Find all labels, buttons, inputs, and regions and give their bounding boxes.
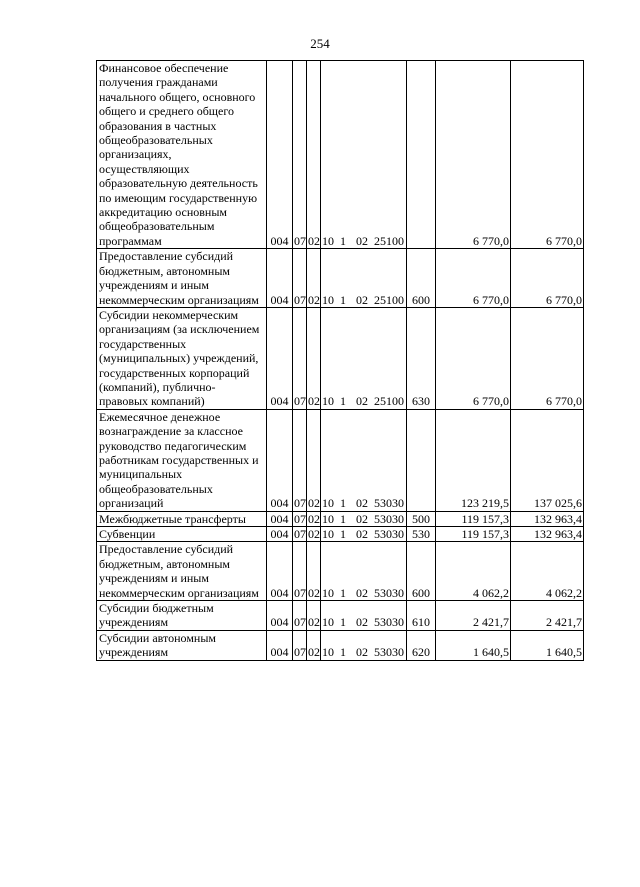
subsection-code: 02 <box>308 511 320 526</box>
subsection-code: 02 <box>308 527 320 541</box>
target-direction: 53030 <box>374 496 404 511</box>
target-program: 10 <box>322 292 334 307</box>
section-code: 07 <box>294 527 306 541</box>
sum-year-2: 4 062,2 <box>511 542 584 601</box>
target-main-event: 02 <box>356 496 368 511</box>
target-main-event: 02 <box>356 233 368 248</box>
sum-year-2: 137 025,6 <box>511 409 584 511</box>
sum-year-1: 123 219,5 <box>436 409 511 511</box>
grbs-code: 004 <box>267 511 293 526</box>
subsection-code: 02 <box>307 630 321 660</box>
expense-type-code: 600 <box>407 249 436 308</box>
target-article-code <box>321 511 407 526</box>
row-name: Ежемесячное денежное вознаграждение за классное руководство педагогическим работникам государственных и муниципальных общеобразовательных организаций <box>97 409 267 511</box>
target-program: 10 <box>322 645 334 660</box>
section-code: 07 <box>293 307 307 409</box>
table-row <box>97 542 584 601</box>
page-number: 254 <box>310 36 330 51</box>
table-row <box>97 61 584 249</box>
target-main-event: 02 <box>356 511 368 526</box>
table-row <box>97 409 584 511</box>
target-direction: 53030 <box>374 645 404 660</box>
target-article-code <box>321 601 407 631</box>
target-direction: 53030 <box>374 615 404 630</box>
section-code: 07 <box>293 409 307 511</box>
grbs-code: 004 <box>267 409 293 511</box>
sum-year-1: 6 770,0 <box>436 307 511 409</box>
target-direction: 53030 <box>374 527 404 541</box>
grbs-code: 004 <box>267 542 293 601</box>
row-name: Финансовое обеспечение получения гражданами начального общего, основного общего и среднего общего образования в частных общеобразовательных организациях, осуществляющих образовательную деятельность по имеющим государственную аккредитацию основным общеобразовательным программам <box>97 61 267 249</box>
target-subprogram: 1 <box>340 511 346 526</box>
subsection-code: 02 <box>307 542 321 601</box>
target-main-event: 02 <box>356 585 368 600</box>
target-article-code <box>321 542 407 601</box>
sum-year-2: 132 963,4 <box>511 511 584 526</box>
subsection-code: 02 <box>307 307 321 409</box>
sum-year-1: 1 640,5 <box>436 630 511 660</box>
target-program: 10 <box>322 496 334 511</box>
expense-type-code: 620 <box>407 630 436 660</box>
grbs-code: 004 <box>267 630 293 660</box>
target-direction: 25100 <box>374 394 404 409</box>
section-code: 07 <box>293 542 307 601</box>
subsection-code: 02 <box>307 409 321 511</box>
expense-type-code: 610 <box>407 601 436 631</box>
section-code: 07 <box>293 601 307 631</box>
target-subprogram: 1 <box>340 233 346 248</box>
target-program: 10 <box>322 394 334 409</box>
subsection-code: 02 <box>307 601 321 631</box>
target-subprogram: 1 <box>340 615 346 630</box>
target-article-code <box>321 307 407 409</box>
grbs-code: 004 <box>267 527 293 542</box>
row-name: Субсидии автономным учреждениям <box>97 630 267 660</box>
target-direction: 53030 <box>374 585 404 600</box>
table-row <box>97 601 584 631</box>
sum-year-1: 119 157,3 <box>436 527 511 542</box>
target-article-code <box>321 249 407 308</box>
target-subprogram: 1 <box>340 394 346 409</box>
table-row <box>97 249 584 308</box>
target-program: 10 <box>322 233 334 248</box>
target-subprogram: 1 <box>340 645 346 660</box>
grbs-code: 004 <box>267 601 293 631</box>
target-main-event: 02 <box>356 615 368 630</box>
target-main-event: 02 <box>356 394 368 409</box>
target-article-code <box>321 630 407 660</box>
section-code: 07 <box>293 630 307 660</box>
section-code: 07 <box>293 61 307 249</box>
target-main-event: 02 <box>356 645 368 660</box>
target-main-event: 02 <box>356 292 368 307</box>
expense-type-code: 530 <box>407 527 436 542</box>
sum-year-1: 6 770,0 <box>436 61 511 249</box>
target-direction: 25100 <box>374 292 404 307</box>
row-name: Субсидии бюджетным учреждениям <box>97 601 267 631</box>
sum-year-1: 6 770,0 <box>436 249 511 308</box>
target-article-code <box>321 527 407 542</box>
sum-year-2: 2 421,7 <box>511 601 584 631</box>
sum-year-2: 6 770,0 <box>511 249 584 308</box>
sum-year-1: 4 062,2 <box>436 542 511 601</box>
target-direction: 53030 <box>374 511 404 526</box>
target-article-code <box>321 61 407 249</box>
sum-year-1: 119 157,3 <box>436 511 511 526</box>
row-name: Субвенции <box>97 527 267 542</box>
target-subprogram: 1 <box>340 527 346 541</box>
target-program: 10 <box>322 615 334 630</box>
grbs-code: 004 <box>267 307 293 409</box>
target-subprogram: 1 <box>340 585 346 600</box>
table-row <box>97 511 584 526</box>
subsection-code: 02 <box>307 249 321 308</box>
row-name: Межбюджетные трансферты <box>97 511 267 526</box>
target-program: 10 <box>322 527 334 541</box>
target-program: 10 <box>322 511 334 526</box>
sum-year-2: 132 963,4 <box>511 527 584 542</box>
sum-year-2: 1 640,5 <box>511 630 584 660</box>
table-row <box>97 307 584 409</box>
expense-type-code: 500 <box>407 511 436 526</box>
grbs-code: 004 <box>267 61 293 249</box>
target-main-event: 02 <box>356 527 368 541</box>
subsection-code: 02 <box>307 61 321 249</box>
expense-type-code <box>407 409 436 511</box>
target-article-code <box>321 409 407 511</box>
row-name: Субсидии некоммерческим организациям (за исключением государственных (муниципальных) учреждений, государственных корпораций (компаний), публично-правовых компаний) <box>97 307 267 409</box>
target-subprogram: 1 <box>340 496 346 511</box>
expense-type-code: 630 <box>407 307 436 409</box>
table-row <box>97 630 584 660</box>
expense-type-code <box>407 61 436 249</box>
target-program: 10 <box>322 585 334 600</box>
expense-type-code: 600 <box>407 542 436 601</box>
budget-table <box>96 60 584 661</box>
sum-year-2: 6 770,0 <box>511 61 584 249</box>
target-subprogram: 1 <box>340 292 346 307</box>
grbs-code: 004 <box>267 249 293 308</box>
sum-year-2: 6 770,0 <box>511 307 584 409</box>
row-name: Предоставление субсидий бюджетным, автономным учреждениям и иным некоммерческим организациям <box>97 542 267 601</box>
table-row <box>97 527 584 542</box>
sum-year-1: 2 421,7 <box>436 601 511 631</box>
target-direction: 25100 <box>374 233 404 248</box>
section-code: 07 <box>293 249 307 308</box>
section-code: 07 <box>294 511 306 526</box>
row-name: Предоставление субсидий бюджетным, автономным учреждениям и иным некоммерческим организациям <box>97 249 267 308</box>
